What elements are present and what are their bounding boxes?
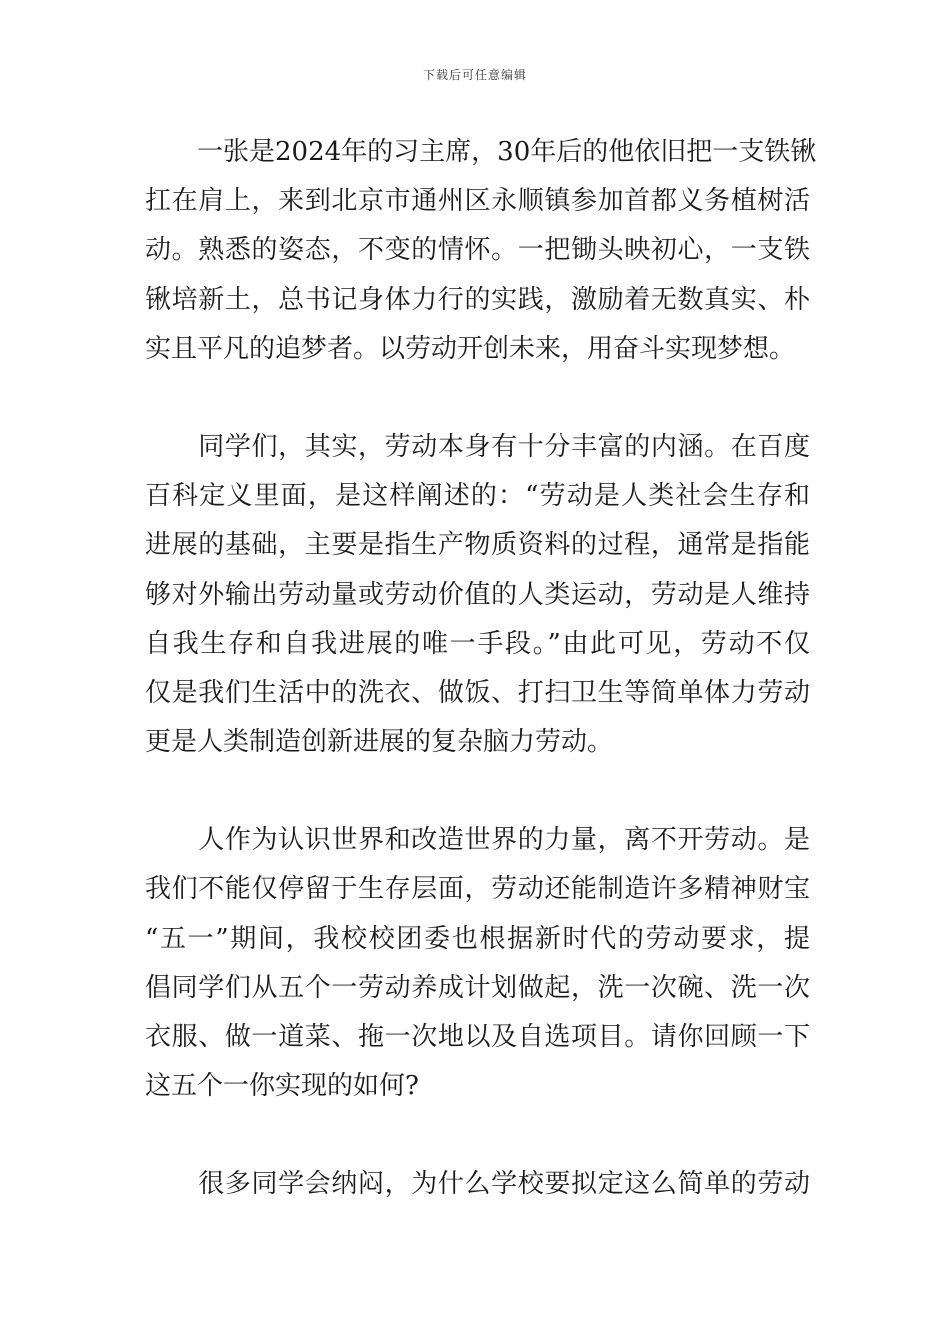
text-line: 衣服、做一道菜、拖一次地以及自选项目。请你回顾一下	[145, 1022, 810, 1052]
paragraph-3	[145, 816, 810, 1111]
text-line: 实且平凡的追梦者。以劳动开创未来，用奋斗实现梦想。	[145, 333, 796, 364]
text-line: 这五个一你实现的如何?	[145, 1071, 419, 1102]
page-header-note: 下载后可任意编辑	[422, 68, 527, 82]
text-line: 进展的基础，主要是指生产物质资料的过程，通常是指能	[145, 530, 810, 561]
text-line: 我们不能仅停留于生存层面，劳动还能制造许多精神财宝	[145, 874, 810, 905]
text-line: 扛在肩上，来到北京市通州区永顺镇参加首都义务植树活	[145, 186, 810, 217]
text-line: 够对外输出劳动量或劳动价值的人类运动，劳动是人维持	[145, 579, 810, 610]
paragraph-2	[145, 423, 810, 767]
text-line: 锹培新土，总书记身体力行的实践，激励着无数真实、朴	[145, 284, 810, 315]
paragraph-4	[145, 1160, 810, 1209]
text-line: 很多同学会纳闷，为什么学校要拟定这么简单的劳动	[145, 1169, 810, 1200]
text-line: 更是人类制造创新进展的复杂脑力劳动。	[145, 727, 614, 758]
text-line: 百科定义里面，是这样阐述的：“劳动是人类社会生存和	[145, 481, 810, 512]
text-line: 仅是我们生活中的洗衣、做饭、打扫卫生等简单体力劳动	[145, 677, 810, 708]
text-line: 动。熟悉的姿态，不变的情怀。一把锄头映初心，一支铁	[145, 235, 810, 266]
text-line: 自我生存和自我进展的唯一手段。”由此可见，劳动不仅	[145, 628, 810, 659]
text-line: 同学们，其实，劳动本身有十分丰富的内涵。在百度	[145, 431, 810, 462]
text-line: 倡同学们从五个一劳动养成计划做起，洗一次碗、洗一次	[145, 972, 810, 1003]
text-line: 一张是2024年的习主席，30年后的他依旧把一支铁锹	[145, 137, 817, 167]
paragraph-1	[145, 128, 817, 374]
document-body	[145, 128, 817, 1210]
text-line: “五一”期间，我校校团委也根据新时代的劳动要求，提	[145, 923, 810, 954]
text-line: 人作为认识世界和改造世界的力量，离不开劳动。是	[145, 825, 810, 856]
